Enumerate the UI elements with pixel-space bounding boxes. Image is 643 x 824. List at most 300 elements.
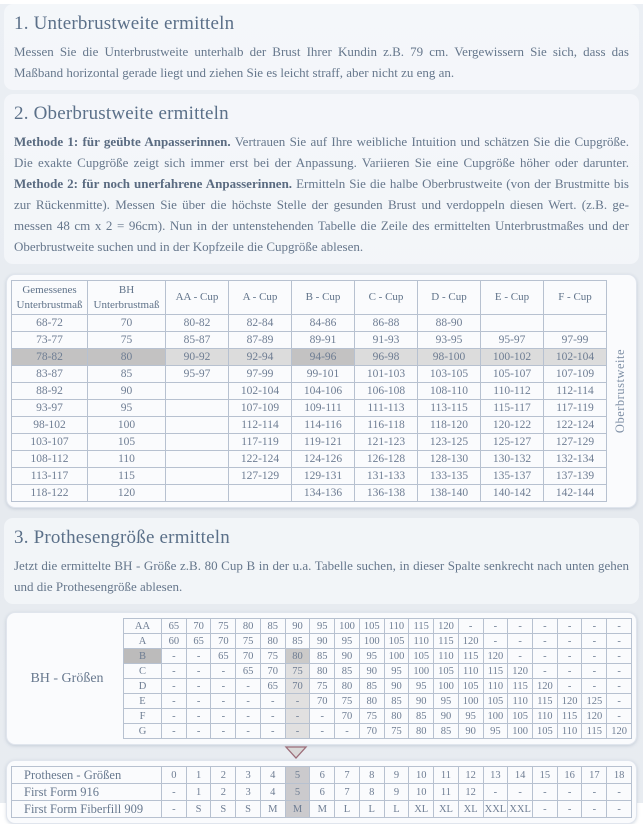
bh-table-cell: 105: [483, 694, 508, 709]
prothesen-table-cell: XL: [434, 801, 459, 818]
bh-table-cell: -: [186, 724, 211, 739]
cup-column-header: BH Unterbrustmaß: [88, 281, 166, 315]
prothesen-table-cell: 5: [285, 767, 310, 784]
cup-column-header: F - Cup: [544, 281, 607, 315]
bh-table-cell: 95: [434, 694, 459, 709]
cup-table-cell: 111-113: [355, 400, 418, 417]
cup-table-cell: 106-108: [355, 383, 418, 400]
bh-table-row: [124, 709, 632, 724]
bh-table-cell: 80: [260, 634, 285, 649]
bh-table-cell: -: [236, 679, 261, 694]
prothesen-table-cell: 3: [236, 767, 261, 784]
bh-table-cell: -: [211, 709, 236, 724]
prothesen-table-cell: 3: [236, 784, 261, 801]
prothesen-table-cell: 0: [162, 767, 187, 784]
bh-table-cell: -: [162, 724, 187, 739]
cup-table-cell: 136-138: [355, 485, 418, 502]
bh-table-cell: -: [557, 679, 582, 694]
prothesen-table-cell: 11: [434, 767, 459, 784]
bh-table-cell: 120: [533, 679, 558, 694]
cup-table-cell: 102-104: [544, 349, 607, 366]
prothesen-table-cell: 16: [557, 767, 582, 784]
bh-table-cell: -: [607, 649, 632, 664]
prothesen-table-cell: 2: [211, 767, 236, 784]
bh-table-cell: 80: [236, 619, 261, 634]
cup-table-cell: 129-131: [292, 468, 355, 485]
cup-table-cell: 90-92: [166, 349, 229, 366]
bh-table-cell: 115: [533, 694, 558, 709]
cup-table-row: [12, 417, 607, 434]
cup-table-cell: [481, 315, 544, 332]
bh-table-cell: 105: [458, 679, 483, 694]
bh-table-cell: -: [260, 694, 285, 709]
cup-column-header: A - Cup: [229, 281, 292, 315]
cup-table-cell: 119-121: [292, 434, 355, 451]
section-3-paragraph: [14, 555, 629, 597]
prothesen-table-cell: 9: [384, 784, 409, 801]
prothesen-table-cell: -: [607, 801, 632, 818]
bh-table-cell: 80: [310, 664, 335, 679]
bh-table-cell: -: [582, 634, 607, 649]
bh-table-cell: 70: [359, 724, 384, 739]
bh-table-cell: 105: [533, 724, 558, 739]
bh-table-cell: -: [186, 694, 211, 709]
cup-table-cell: 98-102: [12, 417, 88, 434]
cup-table-cell: 125-127: [481, 434, 544, 451]
bh-table-cell: -: [483, 619, 508, 634]
prothesen-table-cell: XL: [409, 801, 434, 818]
bh-table-cell: -: [162, 694, 187, 709]
prothesen-table-cell: 8: [359, 767, 384, 784]
bh-table-cell: 95: [483, 724, 508, 739]
bh-table-cell: 125: [582, 694, 607, 709]
bh-table-cell: -: [236, 709, 261, 724]
bh-table-cell: 65: [211, 649, 236, 664]
bh-table-cell: 90: [434, 709, 459, 724]
prothesen-table-cell: -: [162, 801, 187, 818]
bh-table-cell: -: [211, 679, 236, 694]
cup-table-cell: 133-135: [418, 468, 481, 485]
cup-table-cell: 70: [88, 315, 166, 332]
cup-table-cell: 85: [88, 366, 166, 383]
cup-column-header: Gemessenes Unterbrustmaß: [12, 281, 88, 315]
document-page: [0, 4, 643, 816]
prothesen-table-cell: 11: [434, 784, 459, 801]
bh-table-cell: 80: [384, 709, 409, 724]
prothesen-table-cell: S: [211, 801, 236, 818]
section-1-paragraph: [14, 41, 629, 83]
prothesen-table-cell: 5: [285, 784, 310, 801]
cup-table-cell: 120-122: [481, 417, 544, 434]
prothesen-table-cell: 12: [458, 784, 483, 801]
prothesen-table-cell: L: [359, 801, 384, 818]
bh-table-cell: -: [285, 709, 310, 724]
cup-table-cell: 104-106: [292, 383, 355, 400]
prothesen-grid: [11, 766, 632, 818]
bh-table-cell: 120: [582, 709, 607, 724]
prothesen-table-cell: -: [582, 801, 607, 818]
bh-table-cell: -: [483, 634, 508, 649]
prothesen-table-cell: 13: [483, 767, 508, 784]
bh-cup-letter-cell: G: [124, 724, 162, 739]
bh-table-cell: 120: [607, 724, 632, 739]
cup-table-cell: 102-104: [229, 383, 292, 400]
bh-table-cell: -: [508, 649, 533, 664]
bh-cup-letter-cell: AA: [124, 619, 162, 634]
bh-table-cell: 65: [186, 634, 211, 649]
bh-table-cell: -: [533, 619, 558, 634]
bh-table-cell: -: [162, 679, 187, 694]
bh-table-cell: 90: [285, 619, 310, 634]
bh-table-cell: 110: [508, 694, 533, 709]
cup-column-header: E - Cup: [481, 281, 544, 315]
bh-table-cell: -: [607, 679, 632, 694]
body-text-run: Vertrauen Sie auf Ihre weibliche Intuition und schätzen Sie die Cupgröße. Die exakte Cupgröße zeigt sich immer erst bei der Anpassung. Variieren Sie eine Cupgröße höher oder darunter.: [14, 134, 629, 170]
bh-table-cell: 100: [409, 664, 434, 679]
bh-table-cell: 95: [359, 649, 384, 664]
bh-table-cell: 100: [508, 724, 533, 739]
bh-table-cell: -: [162, 649, 187, 664]
prothesen-table-cell: 6: [310, 767, 335, 784]
cup-table-cell: 83-87: [12, 366, 88, 383]
bh-table-cell: 95: [458, 709, 483, 724]
bh-table-cell: -: [211, 694, 236, 709]
bh-table-cell: 110: [557, 724, 582, 739]
bh-table-cell: 60: [162, 634, 187, 649]
bh-table-cell: 70: [236, 649, 261, 664]
prothesen-table-cell: 6: [310, 784, 335, 801]
bh-table-cell: -: [260, 724, 285, 739]
cup-table-cell: 91-93: [355, 332, 418, 349]
prothesen-table-cell: XXL: [508, 801, 533, 818]
body-text-run: Messen Sie die Unterbrustweite unterhalb der Brust Ihrer Kundin z.B. 79 cm. Vergewissern Sie sich, dass das Maßband horizontal gerade liegt und ziehen Sie es leicht straff, aber nicht zu eng an.: [14, 44, 629, 80]
cup-table-cell: 73-77: [12, 332, 88, 349]
prothesen-table-cell: 10: [409, 767, 434, 784]
bh-table-row: [124, 619, 632, 634]
bh-cup-letter-cell: B: [124, 649, 162, 664]
bh-table-cell: 115: [582, 724, 607, 739]
bh-table-cell: 115: [508, 679, 533, 694]
bh-table-cell: 120: [508, 664, 533, 679]
method-lead-in: Methode 1: für geübte Anpasserinnen.: [14, 134, 231, 149]
bh-table-cell: 70: [260, 664, 285, 679]
bh-table-cell: -: [607, 709, 632, 724]
prothesen-table-cell: XL: [458, 801, 483, 818]
bh-table-cell: 105: [409, 649, 434, 664]
cup-table-row: [12, 383, 607, 400]
prothesen-table-cell: 14: [508, 767, 533, 784]
cup-table-row: [12, 468, 607, 485]
prothesen-table-card: [6, 760, 637, 824]
cup-table-cell: 135-137: [481, 468, 544, 485]
bh-table-cell: 85: [260, 619, 285, 634]
bh-table-cell: -: [557, 664, 582, 679]
bh-table-cell: 100: [434, 679, 459, 694]
cup-table-cell: 97-99: [229, 366, 292, 383]
cup-table-cell: [544, 315, 607, 332]
bh-table-cell: -: [508, 634, 533, 649]
prothesen-table-cell: -: [607, 784, 632, 801]
down-arrow-icon: [285, 746, 307, 759]
prothesen-table-cell: L: [335, 801, 360, 818]
bh-table-cell: 65: [236, 664, 261, 679]
bh-table-row: [124, 679, 632, 694]
bh-table-cell: -: [557, 634, 582, 649]
bh-table-cell: 85: [285, 634, 310, 649]
bh-table-cell: -: [557, 619, 582, 634]
cup-header-row: [12, 281, 607, 315]
bh-table-cell: 105: [359, 619, 384, 634]
section-oberbrustweite: [4, 94, 639, 264]
bh-groessen-label: BH - Größen: [30, 670, 104, 686]
cup-table-cell: 134-136: [292, 485, 355, 502]
cup-table-cell: 80: [88, 349, 166, 366]
cup-table-cell: 105: [88, 434, 166, 451]
bh-table-cell: -: [186, 649, 211, 664]
bh-table-cell: 75: [236, 634, 261, 649]
prothesen-table-cell: 15: [533, 767, 558, 784]
cup-table-row: [12, 400, 607, 417]
cup-column-header: C - Cup: [355, 281, 418, 315]
prothesen-table-cell: 1: [186, 784, 211, 801]
bh-table-cell: 100: [483, 709, 508, 724]
cup-table-cell: [229, 485, 292, 502]
cup-table-cell: 80-82: [166, 315, 229, 332]
cup-table-row: [12, 451, 607, 468]
bh-table-cell: -: [557, 649, 582, 664]
prothesen-table-cell: S: [236, 801, 261, 818]
bh-table-cell: -: [236, 694, 261, 709]
bh-table-row: [124, 724, 632, 739]
bh-table-cell: 85: [409, 709, 434, 724]
cup-table-cell: 68-72: [12, 315, 88, 332]
cup-table-cell: 117-119: [229, 434, 292, 451]
cup-table-cell: 100-102: [481, 349, 544, 366]
bh-table-cell: 70: [310, 694, 335, 709]
bh-table-cell: -: [533, 634, 558, 649]
section-2-heading: 2. Oberbrustweite ermitteln: [14, 103, 229, 124]
bh-table-cell: -: [508, 619, 533, 634]
bh-table-cell: 70: [335, 709, 360, 724]
cup-table-cell: 95: [88, 400, 166, 417]
bh-table-cell: -: [236, 724, 261, 739]
bh-table-cell: 120: [483, 649, 508, 664]
cup-table-cell: 75: [88, 332, 166, 349]
bh-table-cell: -: [211, 724, 236, 739]
bh-table-cell: 105: [384, 634, 409, 649]
bh-table-cell: 75: [384, 724, 409, 739]
bh-table-cell: 65: [162, 619, 187, 634]
bh-table-cell: 115: [557, 709, 582, 724]
bh-table-cell: 85: [434, 724, 459, 739]
cup-size-table: [11, 280, 607, 502]
bh-table-cell: 75: [335, 694, 360, 709]
prothesen-table-cell: -: [557, 784, 582, 801]
bh-size-grid-body: [124, 619, 632, 739]
bh-table-cell: 90: [409, 694, 434, 709]
prothesen-table-row: [12, 767, 632, 784]
bh-cup-letter-cell: F: [124, 709, 162, 724]
cup-table-cell: 115-117: [481, 400, 544, 417]
cup-table-cell: 118-122: [12, 485, 88, 502]
bh-table-cell: 100: [359, 634, 384, 649]
bh-table-cell: 110: [483, 679, 508, 694]
cup-table-cell: 100: [88, 417, 166, 434]
bh-table-cell: 85: [310, 649, 335, 664]
cup-table-cell: 105-107: [481, 366, 544, 383]
prothesen-table-cell: 4: [260, 767, 285, 784]
cup-column-header: B - Cup: [292, 281, 355, 315]
cup-column-header: AA - Cup: [166, 281, 229, 315]
cup-table-cell: 86-88: [355, 315, 418, 332]
prothesen-table-cell: -: [557, 801, 582, 818]
cup-table-cell: 110: [88, 451, 166, 468]
cup-table-cell: 103-105: [418, 366, 481, 383]
method-lead-in: Methode 2: für noch unerfahrene Anpasserinnen.: [14, 176, 293, 191]
bh-table-cell: 75: [285, 664, 310, 679]
cup-size-grid: [11, 280, 607, 502]
cup-table-cell: 113-115: [418, 400, 481, 417]
bh-table-cell: -: [607, 619, 632, 634]
bh-table-cell: -: [607, 634, 632, 649]
bh-table-cell: -: [162, 709, 187, 724]
bh-table-cell: 120: [458, 634, 483, 649]
bh-table-cell: 90: [458, 724, 483, 739]
cup-table-cell: 128-130: [418, 451, 481, 468]
cup-table-cell: 122-124: [229, 451, 292, 468]
bh-table-cell: 115: [409, 619, 434, 634]
prothesen-table-cell: 2: [211, 784, 236, 801]
cup-size-table-card: [6, 274, 637, 508]
cup-size-grid-header: [12, 281, 607, 315]
prothesen-table-cell: 7: [335, 784, 360, 801]
bh-table-cell: 110: [384, 619, 409, 634]
cup-table-cell: 108-112: [12, 451, 88, 468]
cup-table-cell: 82-84: [229, 315, 292, 332]
cup-table-cell: 127-129: [229, 468, 292, 485]
bh-table-cell: 90: [384, 679, 409, 694]
bh-table-cell: 75: [310, 679, 335, 694]
cup-table-cell: 118-120: [418, 417, 481, 434]
prothesen-table-cell: 9: [384, 767, 409, 784]
cup-table-cell: 108-110: [418, 383, 481, 400]
prothesen-table-row: [12, 784, 632, 801]
prothesen-table-cell: XXL: [483, 801, 508, 818]
cup-table-cell: 103-107: [12, 434, 88, 451]
cup-table-cell: 114-116: [292, 417, 355, 434]
bh-table-cell: 85: [384, 694, 409, 709]
cup-table-cell: [166, 485, 229, 502]
cup-table-cell: 84-86: [292, 315, 355, 332]
cup-table-cell: [166, 400, 229, 417]
prothesen-table-cell: 1: [186, 767, 211, 784]
cup-table-cell: 112-114: [229, 417, 292, 434]
column-marker-row: [0, 745, 643, 760]
prothesen-table-cell: -: [533, 801, 558, 818]
cup-table-cell: 99-101: [292, 366, 355, 383]
cup-table-cell: 109-111: [292, 400, 355, 417]
cup-table-cell: 92-94: [229, 349, 292, 366]
cup-table-cell: [166, 383, 229, 400]
prothesen-row-label: First Form Fiberfill 909: [12, 801, 162, 818]
cup-table-cell: 85-87: [166, 332, 229, 349]
bh-table-cell: 110: [409, 634, 434, 649]
cup-table-cell: 142-144: [544, 485, 607, 502]
bh-table-cell: -: [310, 709, 335, 724]
bh-table-cell: -: [458, 619, 483, 634]
bh-cup-letter-cell: C: [124, 664, 162, 679]
bh-table-cell: -: [211, 664, 236, 679]
bh-table-cell: 65: [260, 679, 285, 694]
oberbrustweite-vertical-label: Oberbrustweite: [612, 348, 627, 434]
cup-table-cell: 107-109: [544, 366, 607, 383]
cup-table-cell: 93-97: [12, 400, 88, 417]
bh-table-cell: 100: [335, 619, 360, 634]
bh-table-cell: 95: [384, 664, 409, 679]
bh-size-table: [123, 618, 632, 739]
bh-table-cell: 105: [434, 664, 459, 679]
cup-table-cell: 115: [88, 468, 166, 485]
bh-table-cell: 105: [508, 709, 533, 724]
bh-table-cell: 100: [458, 694, 483, 709]
cup-table-row: [12, 349, 607, 366]
cup-table-cell: 93-95: [418, 332, 481, 349]
cup-table-cell: 130-132: [481, 451, 544, 468]
cup-table-cell: [166, 434, 229, 451]
prothesen-table-row: [12, 801, 632, 818]
bh-table-cell: 75: [211, 619, 236, 634]
section-unterbrustweite: [4, 4, 639, 90]
bh-cup-letter-cell: E: [124, 694, 162, 709]
prothesen-table-cell: 17: [582, 767, 607, 784]
bh-table-cell: -: [607, 694, 632, 709]
bh-table-cell: 70: [211, 634, 236, 649]
prothesen-table-cell: 12: [458, 767, 483, 784]
prothesen-table-cell: M: [310, 801, 335, 818]
bh-table-cell: 110: [434, 649, 459, 664]
bh-table-cell: 90: [359, 664, 384, 679]
bh-cup-letter-cell: D: [124, 679, 162, 694]
cup-table-cell: 123-125: [418, 434, 481, 451]
bh-table-cell: -: [607, 664, 632, 679]
bh-cup-letter-cell: A: [124, 634, 162, 649]
bh-table-cell: 80: [409, 724, 434, 739]
cup-table-cell: 94-96: [292, 349, 355, 366]
cup-table-cell: 88-90: [418, 315, 481, 332]
cup-table-cell: 140-142: [481, 485, 544, 502]
bh-table-cell: 85: [359, 679, 384, 694]
bh-table-cell: -: [285, 724, 310, 739]
bh-table-cell: 115: [434, 634, 459, 649]
cup-table-cell: [166, 451, 229, 468]
cup-table-cell: 95-97: [481, 332, 544, 349]
prothesen-table-cell: 7: [335, 767, 360, 784]
bh-table-cell: 115: [483, 664, 508, 679]
bh-table-cell: 95: [409, 679, 434, 694]
cup-table-cell: 87-89: [229, 332, 292, 349]
prothesen-table-cell: -: [508, 784, 533, 801]
prothesen-table-cell: -: [162, 784, 187, 801]
oberbrustweite-side-strip: [607, 280, 633, 502]
prothesen-table-cell: L: [384, 801, 409, 818]
cup-table-row: [12, 315, 607, 332]
bh-table-row: [124, 694, 632, 709]
prothesen-table-cell: M: [260, 801, 285, 818]
bh-size-grid: [123, 618, 632, 739]
bh-table-cell: 110: [533, 709, 558, 724]
bh-size-table-card: [6, 612, 637, 745]
section-1-heading: 1. Unterbrustweite ermitteln: [14, 13, 235, 34]
